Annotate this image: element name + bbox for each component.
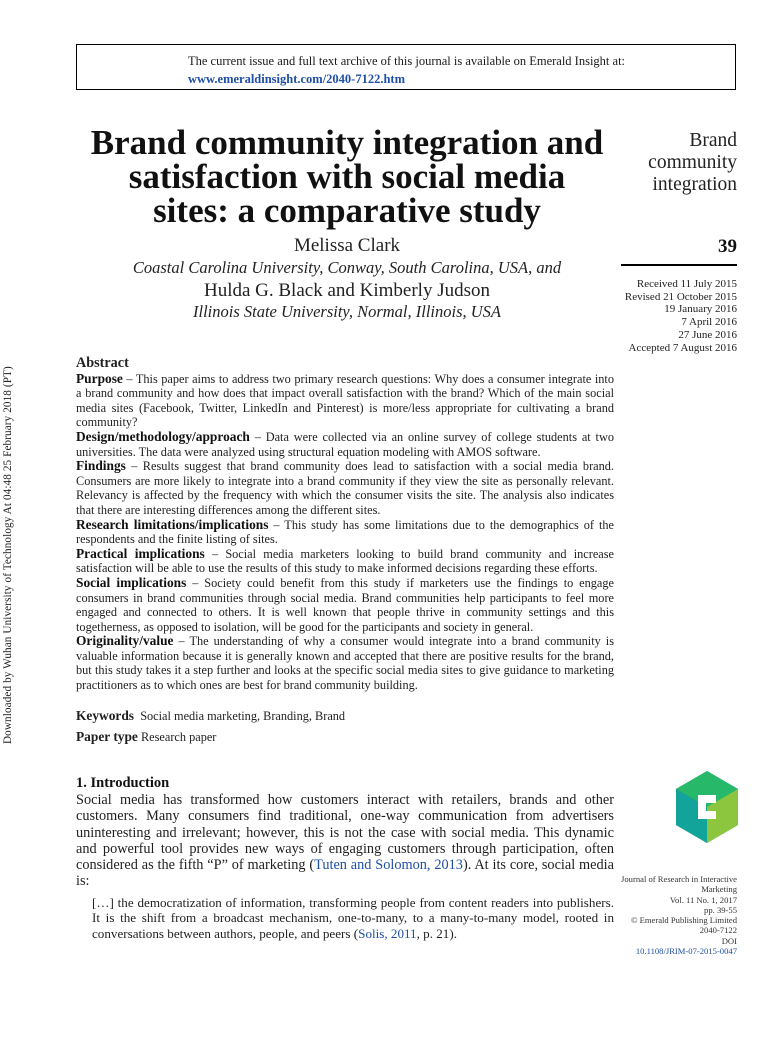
archive-notice-box <box>76 44 736 90</box>
abstract-heading: Abstract <box>76 355 129 371</box>
section-title-line: Brand <box>689 130 737 151</box>
journal-pages: pp. 39-55 <box>704 904 737 915</box>
citation-link[interactable]: Tuten and Solomon, 2013 <box>314 857 463 874</box>
purpose-text: – This paper aims to address two primary research questions: Why does a consumer integrate into a brand community and how does that impact overall satisfaction with the brand? Which of the main social media sites (Facebook, Twitter, LinkedIn and Pinterest) is more/less appropriate for cultivating a brand community? <box>76 371 614 430</box>
journal-volume: Vol. 11 No. 1, 2017 <box>669 894 737 905</box>
abstract-originality <box>76 634 614 692</box>
paper-title <box>76 123 618 230</box>
findings-label: Findings <box>76 458 126 474</box>
abstract-purpose <box>76 372 614 430</box>
archive-notice-text: The current issue and full text archive of this journal is available on Emerald Insight at: <box>188 54 626 68</box>
journal-name-cont: Marketing <box>701 884 737 895</box>
practical-label: Practical implications <box>76 545 205 561</box>
abstract-design <box>76 430 614 459</box>
date-line: 27 June 2016 <box>678 328 737 341</box>
quote-end: , p. 21). <box>416 925 457 941</box>
intro-body: Social media has transformed how customers interact with retailers, brands and other customers. Many consumers find traditional, one-way communication from advertisers uninteresting and irrelevant; however, this is not the case with social media. This dynamic and powerful tool provides new ways of engaging customers through participation, often considered as the fifth “P” of marketing ( <box>76 792 614 874</box>
abstract-social <box>76 576 614 634</box>
limitations-text: – This study has some limitations due to the demographics of the respondents and the finite listing of sites. <box>76 517 614 547</box>
abstract-practical <box>76 547 614 576</box>
date-line: Received 11 July 2015 <box>636 278 737 290</box>
keywords <box>76 708 345 724</box>
affiliation-1: Coastal Carolina University, Conway, South Carolina, USA, and <box>132 258 562 277</box>
title-line: satisfaction with social media <box>128 157 566 196</box>
section-title-line: integration <box>652 174 737 195</box>
keywords-text: Social media marketing, Branding, Brand <box>140 709 346 723</box>
date-line: Revised 21 October 2015 <box>624 290 737 303</box>
purpose-label: Purpose <box>76 370 123 386</box>
journal-name: Journal of Research in Interactive <box>621 874 737 884</box>
introduction-heading: 1. Introduction <box>76 775 170 791</box>
section-title <box>648 130 737 196</box>
findings-text: – Results suggest that brand community does lead to satisfaction with a social media brand. Consumers are more likely to integrate into a brand community if they view the site as personally relevant. Relevancy is affected by the frequency with which the consumer visits the site. The analysis also indicates that there are interesting differences among the different sites. <box>76 459 614 517</box>
abstract <box>76 356 614 693</box>
title-line: Brand community integration and <box>90 123 604 162</box>
limitations-label: Research limitations/implications <box>76 516 269 532</box>
abstract-findings <box>76 459 614 517</box>
author-2: Hulda G. Black and Kimberly Judson <box>203 280 490 301</box>
keywords-label: Keywords <box>76 708 135 723</box>
design-label: Design/methodology/approach <box>76 428 250 444</box>
sidebar-divider <box>621 264 737 266</box>
emerald-publishing-logo-icon <box>676 771 738 843</box>
archive-url-link[interactable]: www.emeraldinsight.com/2040-7122.htm <box>188 72 405 86</box>
journal-issn: 2040-7122 <box>699 925 737 936</box>
originality-label: Originality/value <box>76 633 174 649</box>
paper-type-label: Paper type <box>76 729 138 744</box>
title-line: sites: a comparative study <box>153 191 541 230</box>
doi-link[interactable]: 10.1108/JRIM-07-2015-0047 <box>635 946 737 957</box>
page-number: 39 <box>718 236 737 257</box>
section-title-line: community <box>648 152 737 173</box>
journal-publisher: © Emerald Publishing Limited <box>630 915 737 926</box>
download-stamp: Downloaded by Wuhan University of Technology At 04:48 25 February 2018 (PT) <box>2 366 14 744</box>
block-quote <box>92 895 614 941</box>
author-1: Melissa Clark <box>293 235 401 256</box>
journal-info <box>621 874 737 956</box>
design-text: – Data were collected via an online survey of college students at two universities. The data were analyzed using structural equation modeling with AMOS software. <box>76 429 614 459</box>
date-line: 19 January 2016 <box>664 303 737 316</box>
quote-body: […] the democratization of information, transforming people from content readers into publishers. It is the shift from a broadcast mechanism, one-to-many, to a many-to-many model, rooted in conversations between authors, people, and peers ( <box>92 895 614 941</box>
date-line: Accepted 7 August 2016 <box>628 341 737 354</box>
practical-text: – Social media marketers looking to build brand community and increase satisfaction will be able to use the results of this study to make informed decisions regarding these efforts. <box>76 546 614 576</box>
quote-citation-link[interactable]: Solis, 2011 <box>358 925 417 941</box>
social-text: – Society could benefit from this study if marketers use the findings to engage consumers in brand communities through social media. Brand communities help participants to feel more engaged and connected to others. It is well known that people thrive in community settings and this togetherness, as opposed to isolation, will be good for the participants and society in general. <box>76 575 614 634</box>
doi-label: DOI <box>721 935 737 946</box>
abstract-limitations <box>76 518 614 547</box>
originality-text: – The understanding of why a consumer would integrate into a brand community is valuable information because it is generally known and accepted that there are positive results for the brand, but this study takes it a step further and looks at the specific social media sites to give guidance to marketing practitioners as to which ones are best for brand community building. <box>76 634 614 693</box>
intro-body-end: ). At its core, social media is: <box>76 857 614 890</box>
received-dates <box>625 278 737 354</box>
affiliation-2: Illinois State University, Normal, Illinois, USA <box>193 302 501 321</box>
journal-doi <box>621 936 737 957</box>
paper-type-text: Research paper <box>140 730 217 744</box>
social-label: Social implications <box>76 574 187 590</box>
introduction-text <box>76 792 614 890</box>
date-line: 7 April 2016 <box>681 316 737 329</box>
paper-type <box>76 729 216 745</box>
